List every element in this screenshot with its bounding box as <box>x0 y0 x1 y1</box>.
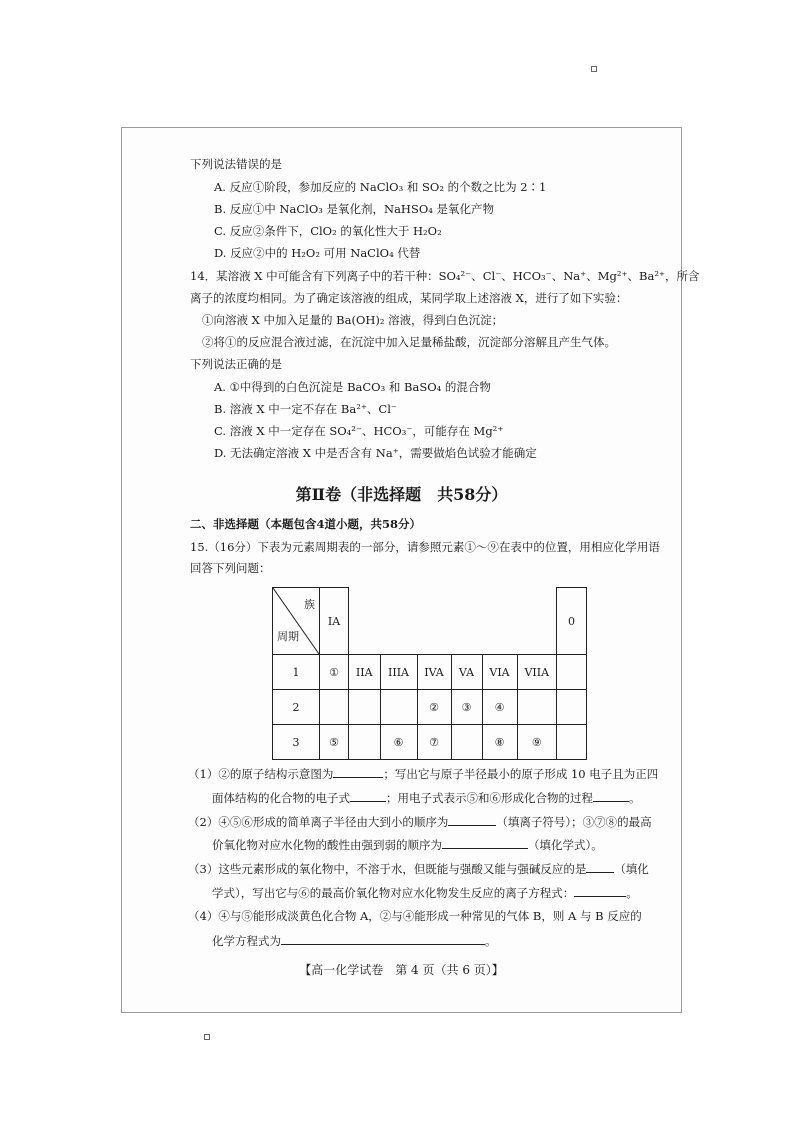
group-0-header: 0 <box>557 588 587 655</box>
question-prompt: 下列说法错误的是 <box>190 157 282 171</box>
text: （3）这些元素形成的氧化物中，不溶于水，但既能与强酸又能与强碱反应的是 <box>188 862 587 876</box>
option-b: B. 反应①中 NaClO₃ 是氧化剂，NaHSO₄ 是氧化产物 <box>214 202 495 216</box>
element-cell: ② <box>417 690 451 725</box>
period-cell: 3 <box>273 725 320 760</box>
group-ia-header: IA <box>320 588 349 655</box>
element-cell: ⑦ <box>417 725 451 760</box>
empty-cell <box>557 655 587 690</box>
text: 面体结构的化合物的电子式 <box>212 791 350 805</box>
text: 化学方程式为 <box>212 934 281 948</box>
element-cell <box>349 725 381 760</box>
group-header: VIA <box>482 655 517 690</box>
text: （4）④与⑤能形成淡黄色化合物 A，②与④能形成一种常见的气体 B，则 A 与 B 反应的 <box>188 909 642 923</box>
subquestion-4-line2 <box>212 932 497 949</box>
element-cell: ⑥ <box>380 725 417 760</box>
text: ；用电子式表示⑤和⑥形成化合物的过程 <box>386 791 593 805</box>
text: 学式），写出它与⑥的最高价氧化物对应水化物发生反应的离子方程式： <box>212 886 575 900</box>
answer-blank[interactable] <box>586 860 614 873</box>
period-header-label: 周期 <box>277 630 299 643</box>
q14-prompt: 下列说法正确的是 <box>190 357 282 371</box>
subquestion-1-line1 <box>188 765 658 782</box>
q14-option-b: B. 溶液 X 中一定不存在 Ba²⁺、Cl⁻ <box>214 402 397 416</box>
element-cell: ⑨ <box>517 725 557 760</box>
exam-page <box>121 127 700 1013</box>
element-cell: ③ <box>451 690 482 725</box>
group-header: IIA <box>349 655 381 690</box>
text: （填化 <box>614 862 649 876</box>
table-corner-cell <box>273 588 320 655</box>
element-cell: ⑧ <box>482 725 517 760</box>
q14-option-a: A. ①中得到的白色沉淀是 BaCO₃ 和 BaSO₄ 的混合物 <box>214 380 491 394</box>
text: （1）②的原子结构示意图为 <box>188 767 334 781</box>
q14-option-c: C. 溶液 X 中一定存在 SO₄²⁻、HCO₃⁻，可能存在 Mg²⁺ <box>214 424 504 438</box>
page-footer: 【高一化学试卷 第 4 页（共 6 页）】 <box>299 963 504 977</box>
period-cell: 2 <box>273 690 320 725</box>
corner-mark-top <box>591 66 597 72</box>
text: 。 <box>626 886 638 900</box>
text: 。 <box>485 934 497 948</box>
part-title: 第Ⅱ卷（非选择题 共58分） <box>295 485 508 504</box>
q14-stem-line2: 离子的浓度均相同。为了确定该溶液的组成，某同学取上述溶液 X，进行了如下实验： <box>190 291 628 305</box>
subquestion-2-line1 <box>188 813 652 830</box>
element-cell <box>451 725 482 760</box>
q14-step1: ①向溶液 X 中加入足量的 Ba(OH)₂ 溶液，得到白色沉淀； <box>202 313 504 327</box>
text: （填离子符号）；③⑦⑧的最高 <box>496 815 652 829</box>
corner-mark-bottom <box>204 1034 210 1040</box>
text: 价氧化物对应水化物的酸性由强到弱的顺序为 <box>212 838 442 852</box>
answer-blank[interactable] <box>350 789 386 802</box>
group-header-label: 族 <box>304 598 315 611</box>
empty-cell <box>557 690 587 725</box>
q15-stem-line2: 回答下列问题： <box>190 561 271 575</box>
element-cell: ④ <box>482 690 517 725</box>
answer-blank[interactable] <box>333 765 383 778</box>
subquestion-1-line2 <box>212 789 641 806</box>
element-cell <box>320 690 349 725</box>
group-header: IIIA <box>380 655 417 690</box>
answer-blank[interactable] <box>593 789 629 802</box>
text: （2）④⑤⑥形成的简单离子半径由大到小的顺序为 <box>188 815 449 829</box>
q14-step2: ②将①的反应混合液过滤，在沉淀中加入足量稀盐酸，沉淀部分溶解且产生气体。 <box>202 335 616 349</box>
group-header: VIIA <box>517 655 557 690</box>
answer-blank[interactable] <box>574 884 626 897</box>
subquestion-3-line2 <box>212 884 638 901</box>
element-cell: ⑤ <box>320 725 349 760</box>
text: ；写出它与原子半径最小的原子形成 10 电子且为正四 <box>383 767 659 781</box>
subquestion-3-line1 <box>188 860 649 877</box>
group-header: VA <box>451 655 482 690</box>
answer-blank[interactable] <box>448 813 496 826</box>
periodic-table <box>272 587 587 760</box>
option-a: A. 反应①阶段，参加反应的 NaClO₃ 和 SO₂ 的个数之比为 2∶1 <box>214 180 547 194</box>
text: （填化学式）。 <box>528 838 603 852</box>
empty-cell <box>557 725 587 760</box>
answer-blank[interactable] <box>442 836 528 849</box>
subquestion-2-line2 <box>212 836 603 853</box>
element-cell <box>517 690 557 725</box>
option-d: D. 反应②中的 H₂O₂ 可用 NaClO₄ 代替 <box>214 246 421 260</box>
element-cell: ① <box>320 655 349 690</box>
element-cell <box>349 690 381 725</box>
q15-stem-line1: 15.（16分）下表为元素周期表的一部分，请参照元素①～⑨在表中的位置，用相应化学用语 <box>190 540 660 554</box>
group-header: IVA <box>417 655 451 690</box>
section-heading: 二、非选择题（本题包含4道小题，共58分） <box>190 517 422 531</box>
option-c: C. 反应②条件下，ClO₂ 的氧化性大于 H₂O₂ <box>214 224 442 238</box>
q14-option-d: D. 无法确定溶液 X 中是否含有 Na⁺，需要做焰色试验才能确定 <box>214 446 537 460</box>
subquestion-4-line1 <box>188 908 642 924</box>
element-cell <box>380 690 417 725</box>
answer-blank[interactable] <box>281 932 485 945</box>
text: 。 <box>629 791 641 805</box>
q14-stem-line1: 14．某溶液 X 中可能含有下列离子中的若干种：SO₄²⁻、Cl⁻、HCO₃⁻、Na⁺、Mg²⁺、Ba²⁺，所含 <box>190 269 700 283</box>
period-cell: 1 <box>273 655 320 690</box>
